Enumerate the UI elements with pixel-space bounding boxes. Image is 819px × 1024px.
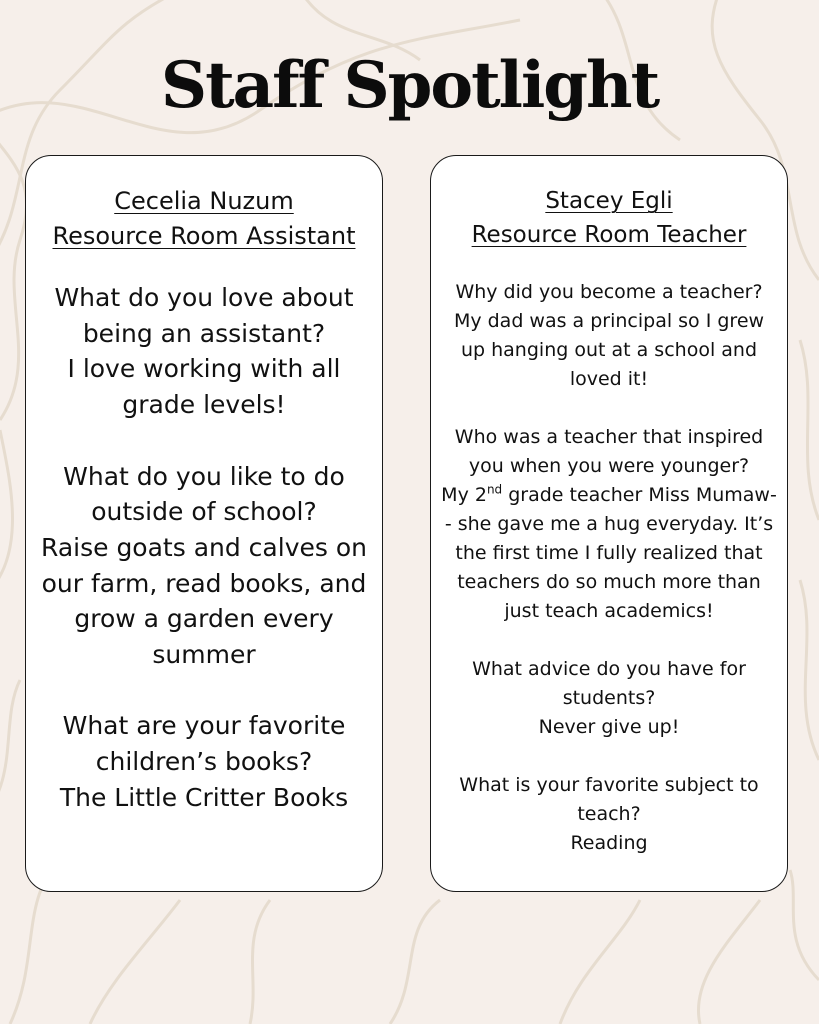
ordinal-suffix: nd xyxy=(486,482,503,497)
question: Who was a teacher that inspired you when you were younger? xyxy=(454,426,764,477)
question: What do you like to do outside of school? xyxy=(63,461,345,527)
qa-section xyxy=(36,280,372,816)
qa-section xyxy=(439,278,779,858)
answer: Never give up! xyxy=(538,716,680,738)
staff-card-stacey xyxy=(430,155,788,892)
question: What do you love about being an assistant? xyxy=(54,283,354,348)
question: What advice do you have for students? xyxy=(472,658,746,709)
page-title: Staff Spotlight xyxy=(160,48,659,123)
staff-card-cecelia xyxy=(25,155,383,892)
answer: Raise goats and calves on our farm, read books, and grow a garden every summer xyxy=(41,532,367,670)
answer: Reading xyxy=(570,832,648,854)
question: Why did you become a teacher? xyxy=(455,281,763,303)
staff-role: Resource Room Teacher xyxy=(471,222,747,248)
staff-name: Cecelia Nuzum xyxy=(114,187,294,215)
answer: The Little Critter Books xyxy=(59,782,349,812)
answer xyxy=(439,481,779,626)
question: What are your favorite children’s books? xyxy=(62,711,346,777)
answer: My dad was a principal so I grew up hanging out at a school and loved it! xyxy=(453,310,765,390)
answer: I love working with all grade levels! xyxy=(67,354,341,420)
answer-prefix: My 2 xyxy=(441,484,487,506)
staff-name: Stacey Egli xyxy=(545,188,673,214)
answer-rest: grade teacher Miss Mumaw-- she gave me a hug everyday. It’s the first time I fully realized that teachers do so much more than just teach academics! xyxy=(444,484,777,622)
question: What is your favorite subject to teach? xyxy=(459,774,759,825)
staff-role: Resource Room Assistant xyxy=(52,222,356,250)
